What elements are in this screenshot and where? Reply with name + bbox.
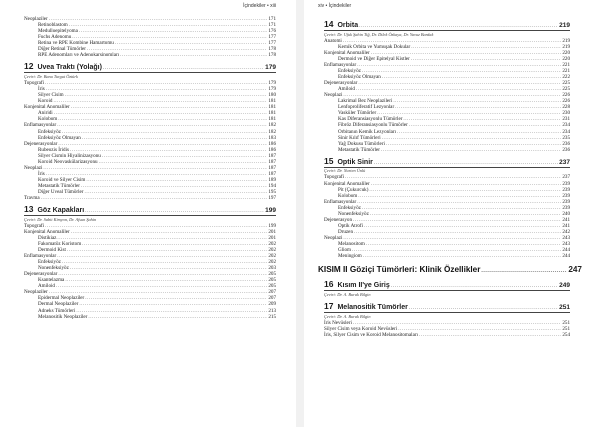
toc-entry-page: 251	[562, 325, 570, 332]
toc-entry-page: 181	[268, 104, 276, 111]
toc-entry-page: 220	[562, 49, 570, 56]
toc-entry-page: 176	[268, 28, 276, 35]
toc-entry-page: 241	[562, 216, 570, 223]
toc-entry-label: RPE Adenomları ve Adenokarsinomları	[38, 52, 120, 59]
part-heading[interactable]	[318, 264, 582, 276]
chapter-heading[interactable]	[324, 19, 570, 30]
toc-entry-label: Enfeksiyöz	[38, 259, 61, 266]
toc-entry-label: Enfeksiyöz	[338, 204, 361, 211]
toc-entry-page: 181	[268, 98, 276, 105]
toc-entry-page: 221	[562, 61, 570, 68]
toc-entry-page: 207	[268, 295, 276, 302]
toc-entry-label: Adneks Tümörleri	[38, 307, 76, 314]
toc-entry-label: Dejenerasyonlar	[24, 140, 58, 147]
toc-entry-page: 221	[562, 68, 570, 75]
toc-entry-page: 202	[268, 259, 276, 266]
chapter-number: 12	[24, 61, 34, 72]
toc-entry[interactable]	[324, 147, 570, 153]
toc-entry-page: 179	[268, 80, 276, 87]
chapter-page: 251	[559, 303, 570, 311]
toc-entry-label: Neoplaziler	[24, 16, 48, 22]
toc-entry[interactable]	[324, 332, 570, 338]
toc-entry-page: 187	[268, 164, 276, 171]
toc-entry-label: Kas Diferansiasyonlu Tümörler	[338, 116, 403, 123]
toc-entry-page: 220	[562, 55, 570, 62]
toc-entry-label: Neoplazi	[24, 164, 43, 171]
toc-entry-page: 195	[268, 188, 276, 195]
chapter-translators: Çeviri: Dr. Banu Turgut Öztürk	[24, 74, 78, 80]
chapter-block	[324, 301, 570, 338]
toc-entry-page: 187	[268, 158, 276, 165]
toc-entry-label: Distikiaz	[38, 234, 57, 241]
toc-entry-label: Pit (Çukurcuk)	[338, 186, 369, 193]
dot-leader	[391, 281, 558, 292]
chapter-translators: Çeviri: Dr. Nurten Ünlü	[324, 168, 366, 174]
toc-entry-label: Koroid ve Silyer Cisim	[38, 176, 86, 183]
dot-leader	[409, 303, 558, 314]
toc-entry-page: 239	[562, 186, 570, 193]
toc-entry-label: Fibröz Diferansiasyonlu Tümörler	[338, 122, 408, 129]
chapter-number: 13	[24, 204, 34, 215]
chapter-page: 199	[265, 207, 276, 215]
running-header-left: İçindekiler • xiii	[243, 3, 276, 9]
toc-entry-label: Topografi	[324, 174, 345, 181]
toc-entry-label: Fuchs Adenomu	[38, 34, 72, 41]
toc-entry-page: 239	[562, 198, 570, 205]
toc-entry-label: Neoplazi	[324, 92, 343, 99]
toc-entry-page: 225	[562, 80, 570, 87]
dot-leader	[359, 21, 558, 32]
toc-entry-label: Meningiom	[338, 253, 362, 260]
toc-entry-label: Nonenfeksiyöz	[338, 210, 369, 217]
toc-entry-page: 219	[562, 37, 570, 44]
toc-entry-label: Melanositom	[338, 241, 365, 247]
dot-leader	[41, 195, 268, 201]
toc-entry-label: Dejenerasyonlar	[324, 80, 358, 87]
toc-entry-label: Enflamasyonlar	[24, 122, 57, 129]
chapter-translators: Çeviri: Dr. Ufuk Şahin Tiğ, Dr. Dilek Özkaya, Dr. Yavuz Bardak	[324, 31, 434, 37]
toc-right	[318, 16, 582, 338]
dot-leader	[363, 253, 562, 259]
toc-entry-label: Amiloid	[38, 283, 55, 290]
toc-entry[interactable]	[24, 52, 276, 58]
toc-entry-label: Vasküler Tümörler	[338, 110, 377, 117]
toc-entry-page: 240	[562, 210, 570, 217]
chapter-heading[interactable]	[24, 61, 276, 72]
toc-entry-page: 254	[562, 331, 570, 338]
chapter-number: 15	[324, 155, 334, 166]
chapter-heading[interactable]	[24, 204, 276, 215]
toc-entry-page: 241	[562, 222, 570, 229]
toc-entry-page: 203	[268, 265, 276, 272]
toc-entry-page: 239	[562, 204, 570, 211]
toc-entry-label: Metastatik Tümörler	[338, 146, 380, 153]
toc-entry-page: 242	[562, 228, 570, 235]
toc-entry-label: Medulloepitelyoma	[38, 28, 78, 35]
toc-entry-label: Metastatik Tümörler	[38, 182, 80, 189]
toc-entry-label: Orbitanın Kemik Lezyonları	[338, 128, 396, 135]
toc-entry-page: 226	[562, 92, 570, 99]
chapter-translators: Çeviri: Dr. A. Burak Bilgin	[324, 313, 371, 319]
toc-entry-page: 236	[562, 146, 570, 153]
toc-entry-label: Epidermal Neoplaziler	[38, 295, 85, 302]
toc-entry-page: 186	[268, 140, 276, 147]
toc-entry-label: Enfeksiyöz	[338, 68, 361, 75]
dot-leader	[374, 158, 558, 169]
toc-entry-label: Konjenital Anomaliler	[324, 180, 370, 187]
dot-leader	[120, 52, 267, 58]
dot-leader	[481, 265, 567, 277]
chapter-block	[324, 19, 570, 153]
toc-entry-page: 215	[268, 313, 276, 320]
toc-entry-page: 199	[268, 222, 276, 229]
toc-entry-page: 237	[562, 174, 570, 181]
toc-entry-page: 230	[562, 110, 570, 117]
toc-entry-page: 235	[562, 134, 570, 141]
toc-entry-page: 201	[268, 228, 276, 235]
toc-entry-page: 226	[562, 98, 570, 105]
toc-entry-page: 219	[562, 43, 570, 50]
toc-entry-label: Kolobom	[338, 192, 358, 199]
toc-entry-page: 182	[268, 122, 276, 129]
chapter-block	[24, 204, 276, 320]
toc-entry-page: 244	[562, 253, 570, 260]
chapter-heading[interactable]	[324, 301, 570, 312]
toc-entry-page: 243	[562, 234, 570, 241]
toc-entry-label: Kolobom	[38, 116, 58, 123]
chapter-title: Orbita	[337, 22, 359, 29]
toc-entry-label: Diğer Uveal Tümörler	[38, 188, 84, 195]
toc-entry-label: Gliom	[338, 247, 352, 254]
toc-entry-label: Enflamasyonlar	[324, 198, 357, 205]
chapter-heading[interactable]	[324, 279, 570, 290]
toc-entry-label: Konjenital Anomaliler	[24, 228, 70, 235]
chapter-translators: Çeviri: Dr. Sabit Kimyon, Dr. Afsun Şahin	[24, 216, 97, 222]
toc-entry-page: 202	[268, 247, 276, 254]
toc-entry-page: 180	[268, 92, 276, 99]
toc-entry-label: Dejenerasyonlar	[24, 271, 58, 278]
toc-entry-label: İris Nevüsleri	[324, 319, 352, 326]
toc-entry-page: 213	[268, 307, 276, 314]
toc-entry-label: Sinir Kılıf Tümörleri	[338, 134, 381, 141]
toc-entry-label: Dejenerasyon	[324, 216, 353, 223]
toc-left	[24, 16, 276, 320]
toc-entry-page: 183	[268, 134, 276, 141]
dot-leader	[381, 147, 561, 153]
toc-entry-page: 171	[268, 16, 276, 22]
toc-entry-page: 207	[268, 289, 276, 296]
chapter-page: 179	[265, 64, 276, 72]
left-page	[0, 0, 296, 427]
chapter-heading[interactable]	[324, 156, 570, 167]
toc-entry-label: Koroid Neovaskülarizasyonu	[38, 158, 98, 165]
toc-entry-page: 202	[268, 253, 276, 260]
toc-entry-label: İris, Silyer Cisim ve Koroid Melanositomaları	[324, 331, 418, 338]
toc-entry-page: 222	[562, 74, 570, 81]
chapter-title: Göz Kapakları	[37, 207, 85, 215]
toc-entry[interactable]	[24, 314, 276, 320]
toc-entry-page: 189	[268, 176, 276, 183]
toc-entry-label: Silyer Cismin Hiyalinizasyonu	[38, 152, 101, 159]
toc-entry-label: Ksantelazma	[38, 277, 65, 284]
toc-entry-label: Diğer Retinal Tümörler	[38, 46, 87, 53]
chapter-title: Uvea Traktı (Yolağı)	[37, 64, 102, 72]
toc-entry-label: Dermoid Kist	[38, 247, 66, 254]
toc-entry-page: 178	[268, 52, 276, 59]
dot-leader	[103, 63, 264, 74]
toc-entry-label: Konjenital Anomaliler	[24, 104, 70, 111]
chapter-block	[324, 156, 570, 259]
toc-entry[interactable]	[324, 253, 570, 259]
toc-entry-page: 234	[562, 122, 570, 129]
toc-entry-page: 231	[562, 116, 570, 123]
toc-entry-page: 251	[562, 319, 570, 326]
toc-entry-page: 186	[268, 146, 276, 153]
toc-entry-label: Fakomatöz Koristom	[38, 241, 82, 247]
toc-entry-page: 244	[562, 247, 570, 254]
toc-entry-label: Enflamasyonlar	[324, 61, 357, 68]
toc-entry-page: 205	[268, 277, 276, 284]
toc-entry-label: Melanositik Neoplaziler	[38, 313, 88, 320]
chapter-number: 14	[324, 19, 334, 29]
toc-entry-label: Topografi	[24, 80, 45, 87]
toc-entry-label: Neoplazi	[324, 234, 343, 241]
toc-entry-label: Topografi	[24, 222, 45, 229]
toc-entry-label: Retinoblastom	[38, 22, 68, 29]
toc-entry[interactable]	[24, 195, 276, 201]
chapter-title: Kısım II'ye Giriş	[337, 282, 390, 290]
dot-leader	[419, 332, 561, 338]
toc-entry-page: 179	[268, 86, 276, 93]
toc-entry-page: 194	[268, 182, 276, 189]
toc-entry-label: Koroid	[38, 98, 53, 105]
chapter-title: Optik Sinir	[337, 158, 373, 166]
toc-entry-page: 177	[268, 34, 276, 41]
toc-entry-label: Enfeksiyöz	[38, 128, 61, 135]
toc-entry-label: Kemik Orbita ve Yumuşak Dokular	[338, 43, 411, 50]
chapter-page: 237	[559, 158, 570, 166]
toc-entry-label: Nonenfeksiyöz	[38, 265, 69, 272]
toc-entry-label: Silyer Cisim	[38, 92, 64, 99]
toc-entry-label: Retina ve RPE Kombine Hamartomu	[38, 40, 114, 47]
toc-entry-page: 228	[562, 104, 570, 111]
toc-entry-label: Dermal Neoplaziler	[38, 301, 79, 308]
toc-entry-label: Rubeozis İridis	[38, 146, 69, 153]
toc-entry-label: Konjenital Anomaliler	[324, 49, 370, 56]
toc-entry-page: 205	[268, 283, 276, 290]
toc-entry-label: Lakrimal Bez Neoplazileri	[338, 98, 393, 105]
toc-entry-label: Neoplaziler	[24, 289, 48, 296]
toc-entry-page: 205	[268, 271, 276, 278]
chapter-title: Melanositik Tümörler	[337, 303, 408, 311]
toc-entry-label: Druzen	[338, 228, 353, 235]
chapter-page: 249	[559, 282, 570, 290]
chapter-number: 17	[324, 300, 334, 311]
chapter-page: 219	[559, 22, 570, 29]
page-gutter	[296, 0, 304, 427]
chapter-number: 16	[324, 279, 334, 290]
toc-entry-label: Enfeksiyöz Olmayan	[338, 74, 381, 81]
toc-entry-page: 178	[268, 46, 276, 53]
toc-entry-label: İris	[38, 86, 45, 93]
toc-entry-label: Enfeksiyöz Olmayan	[38, 134, 81, 141]
toc-entry-page: 225	[562, 86, 570, 93]
toc-entry-label: İris	[38, 170, 45, 177]
toc-entry-label: Silyer Cisim veya Koroid Nevüsleri	[324, 325, 398, 332]
toc-entry-page: 239	[562, 180, 570, 187]
part-title: KISIM II Göziçi Tümörleri: Klinik Özellikler	[318, 265, 481, 275]
running-header-right: xiv • İçindekiler	[318, 3, 352, 9]
toc-entry-page: 197	[268, 195, 276, 202]
toc-entry-page: 202	[268, 241, 276, 247]
toc-entry-label: Aniridi	[38, 110, 53, 117]
chapter-block	[24, 61, 276, 201]
toc-entry-page: 171	[268, 22, 276, 29]
chapter-translators: Çeviri: Dr. A. Burak Bilgin	[324, 291, 371, 297]
toc-entry-page: 177	[268, 40, 276, 47]
chapter-block	[324, 279, 570, 298]
toc-entry-page: 243	[562, 241, 570, 247]
toc-entry-page: 182	[268, 128, 276, 135]
toc-entry-label: Dermoid ve Diğer Epitelyal Kistler	[338, 55, 410, 62]
toc-entry-label: Anatomi	[324, 37, 342, 44]
toc-entry-label: Optik Atrofi	[338, 222, 364, 229]
toc-entry-page: 236	[562, 140, 570, 147]
toc-entry-page: 234	[562, 128, 570, 135]
toc-entry-page: 209	[268, 301, 276, 308]
part-page: 247	[568, 265, 582, 275]
dot-leader	[88, 314, 267, 320]
toc-entry-label: Amiloid	[338, 86, 355, 93]
toc-entry-label: Enflamasyonlar	[24, 253, 57, 260]
toc-entry-label: Lenfoproliferatif Lezyonlar	[338, 104, 395, 111]
toc-entry-page: 187	[268, 152, 276, 159]
dot-leader	[85, 206, 264, 217]
toc-entry-page: 187	[268, 170, 276, 177]
toc-entry-page: 239	[562, 192, 570, 199]
toc-entry-page: 181	[268, 110, 276, 117]
toc-entry-label: Yağ Dokusu Tümörleri	[338, 140, 385, 147]
toc-entry-page: 181	[268, 116, 276, 123]
right-page	[304, 0, 600, 427]
toc-entry-page: 201	[268, 234, 276, 241]
toc-entry-label: Travma	[24, 195, 40, 202]
